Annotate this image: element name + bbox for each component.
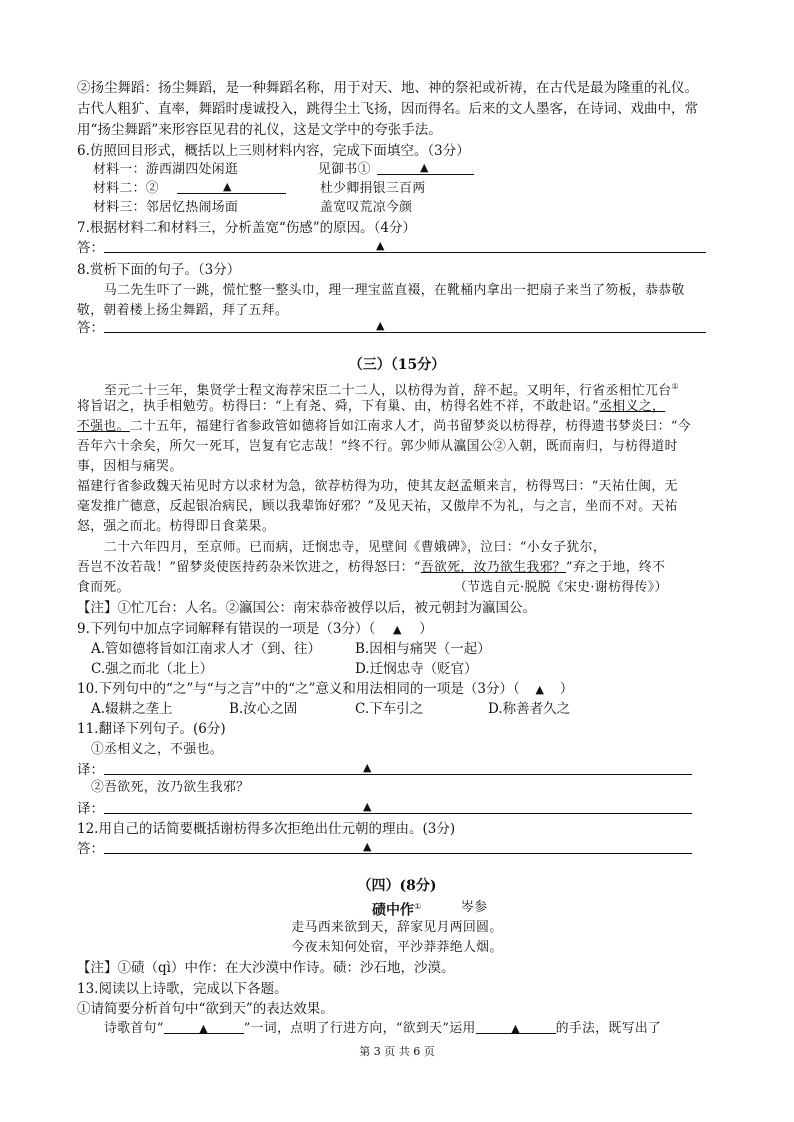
footnote: 【注】①忙兀台：人名。②瀛国公：南宋恭帝被俘以后，被元朝封为瀛国公。	[77, 600, 536, 616]
text: ”一词，点明了行进方向，“欲到天”运用	[243, 1021, 476, 1036]
page-footer: 第 3 页 共 6 页	[359, 1045, 435, 1058]
answer-placeholder-icon: ▲	[363, 761, 372, 774]
classical-text-line: 食而死。	[77, 580, 130, 595]
answer-line[interactable]	[104, 813, 692, 814]
classical-text-line: 福建行省参政魏天祐见时方以求材为急，欲荐枋得为功，使其友赵孟頫来言，枋得骂曰：“天祐仕闽，无	[77, 479, 678, 494]
section-3-heading: （三）（15分）	[348, 357, 446, 373]
text: 将旨诏之，执手相勉劳。枋得曰：“上有尧、舜，下有巢、由，枋得名姓不祥，不敢赴诏。”	[77, 399, 600, 414]
answer-placeholder-icon: ▲	[363, 840, 372, 853]
paren: ）	[559, 681, 574, 697]
answer-label: 答：	[77, 841, 104, 857]
text: 的手法，既写出了	[555, 1021, 662, 1036]
question-text: 9.下列句中加点字词解释有错误的一项是（3分）（	[77, 621, 376, 637]
classical-text-line	[77, 558, 665, 578]
poem-author: 岑参	[461, 900, 488, 915]
answer-placeholder-icon: ▲	[199, 1022, 209, 1035]
paragraph-line: 古代人粗犷、直率，舞蹈时虔诚投入，跳得尘土飞扬，因而得名。后来的文人墨客，在诗词、戏曲中，常	[77, 101, 698, 117]
option-c: C.下车引之	[355, 701, 424, 717]
option-d: D.迁悯忠寺（贬官）	[355, 661, 478, 677]
quoted-sentence-line: 敬，朝着楼上扬尘舞蹈，拜了五拜。	[77, 303, 289, 318]
footnote-mark: ①	[671, 382, 680, 391]
option-b: B.因相与痛哭（一起）	[355, 641, 491, 657]
option-d: D.称善者久之	[488, 701, 571, 717]
classical-text-line	[77, 397, 665, 417]
option-a: A.辍耕之垄上	[91, 701, 173, 717]
poem-line: 走马西来欲到天，辞家见月两回圆。	[291, 920, 503, 935]
classical-text-line: 事，因相与痛哭。	[77, 459, 183, 474]
question-text: 10.下列句中的“之”与“与之言”中的“之”意义和用法相同的一项是（3分）（	[77, 681, 520, 697]
sentence-1: ①丞相义之，不强也。	[91, 742, 223, 757]
underlined-text: 丞相义之，	[599, 399, 666, 414]
answer-placeholder-icon[interactable]: ▲	[535, 683, 544, 696]
underlined-text: 吾欲死，汝乃欲生我邪？	[420, 560, 566, 575]
answer-blank[interactable]	[164, 1019, 244, 1034]
translation-label: 译：	[77, 762, 104, 778]
paren: ）	[419, 621, 433, 637]
answer-placeholder-icon: ▲	[376, 319, 385, 332]
answer-line[interactable]	[104, 332, 706, 333]
material-3-text: 材料三：邻居忆热闹场面	[93, 200, 239, 215]
poem-line: 今夜未知何处宿，平沙莽莽绝人烟。	[291, 940, 503, 955]
option-c: C.强之而北（北上）	[91, 661, 214, 677]
classical-text-line: 毫发推广德意，反起银冶病民，顾以我辈饰好邪？”及见天祐，又傲岸不为礼，与之言，坐而不对。天祐	[77, 499, 678, 514]
answer-fill-line	[104, 1019, 661, 1039]
classical-text-line: 吾年六十余矣，所欠一死耳，岂复有它志哉！”终不行。郭少师从瀛国公②入朝，既而南归，与枋得道时	[77, 439, 678, 454]
material-1-text: 材料一：游西湖四处闲逛	[93, 162, 239, 177]
classical-text-line: 怒，强之而北。枋得即日食菜果。	[77, 519, 275, 534]
answer-line[interactable]	[104, 853, 692, 854]
answer-placeholder-icon: ▲	[511, 1022, 521, 1035]
answer-label: 答：	[77, 240, 104, 256]
answer-placeholder-icon: ▲	[376, 239, 385, 252]
question-13: 13.阅读以上诗歌，完成以下各题。	[77, 981, 288, 997]
title-text: 碛中作	[372, 902, 414, 919]
question-6: 6.仿照回目形式，概括以上三则材料内容，完成下面填空。（3分）	[77, 143, 470, 159]
text: ”弃之于地，终不	[565, 560, 666, 575]
question-13-1: ①请简要分析首句中“欲到天”的表达效果。	[77, 1001, 334, 1017]
answer-blank[interactable]	[476, 1019, 556, 1034]
question-7: 7.根据材料二和材料三，分析盖宽“伤感”的原因。（4分）	[77, 220, 417, 236]
footnote-mark: ①	[414, 902, 422, 911]
answer-line[interactable]	[104, 774, 692, 775]
option-b: B.汝心之固	[229, 701, 298, 717]
text: 二十五年，福建行省参政管如德将旨如江南求人才，尚书留梦炎以枋得荐，枋得遗书梦炎曰：“今	[129, 419, 692, 434]
option-a: A.管如德将旨如江南求人才（到、往）	[91, 641, 322, 657]
paragraph-line: ②扬尘舞蹈：扬尘舞蹈，是一种舞蹈名称，用于对天、地、神的祭祀或祈祷，在古代是最为隆重的礼仪。	[77, 80, 698, 96]
question-10	[77, 679, 573, 700]
classical-text-line: 二十六年四月，至京师。已而病，迁悯忠寺，见壁间《曹娥碑》，泣曰：“小女子犹尔，	[104, 540, 607, 555]
underlined-text: 不强也。	[77, 419, 130, 434]
question-9	[77, 619, 433, 640]
source-citation: （节选自元·脱脱《宋史·谢枋得传》）	[454, 580, 668, 595]
question-12: 12.用自己的话简要概括谢枋得多次拒绝出仕元朝的理由。(3分)	[77, 821, 456, 837]
answer-line[interactable]	[104, 252, 706, 253]
translation-label: 译：	[77, 801, 104, 817]
paragraph-line: 用“扬尘舞蹈”来形容臣见君的礼仪，这是文学中的夸张手法。	[77, 122, 442, 138]
question-11: 11.翻译下列句子。(6分)	[77, 721, 226, 737]
material-1-blank-label: 见御书①	[318, 162, 371, 177]
quoted-sentence-line: 马二先生吓了一跳，慌忙整一整头巾，理一理宝蓝直裰，在靴桶内拿出一把扇子来当了笏板，恭恭敬	[104, 283, 685, 298]
answer-blank[interactable]	[377, 174, 474, 175]
text: 诗歌首句“	[104, 1021, 164, 1036]
sentence-2: ②吾欲死，汝乃欲生我邪？	[91, 780, 250, 795]
text: 至元二十三年，集贤学士程文海荐宋臣二十二人，以枋得为首，辞不起。又明年，行省丞相忙兀台	[104, 383, 672, 399]
question-8: 8.赏析下面的句子。（3分）	[77, 262, 241, 278]
material-2-text: 材料二：②	[93, 181, 159, 196]
text: 吾岂不汝若哉！”留梦炎使医持药杂米饮进之，枋得怒曰：“	[77, 560, 421, 575]
section-4-heading: （四）(8分)	[357, 878, 437, 894]
footnote: 【注】①碛（qì）中作：在大沙漠中作诗。碛：沙石地，沙漠。	[77, 960, 455, 976]
answer-placeholder-icon: ▲	[223, 180, 232, 193]
answer-label: 答：	[77, 320, 104, 336]
material-3-text-b: 盖宽叹荒凉今颜	[320, 200, 413, 215]
material-2-text-b: 杜少卿捐银三百两	[320, 181, 426, 196]
classical-text-line	[77, 417, 691, 437]
answer-blank[interactable]	[177, 193, 286, 194]
answer-placeholder-icon: ▲	[363, 800, 372, 813]
answer-placeholder-icon: ▲	[420, 161, 429, 174]
answer-placeholder-icon[interactable]: ▲	[393, 623, 402, 636]
